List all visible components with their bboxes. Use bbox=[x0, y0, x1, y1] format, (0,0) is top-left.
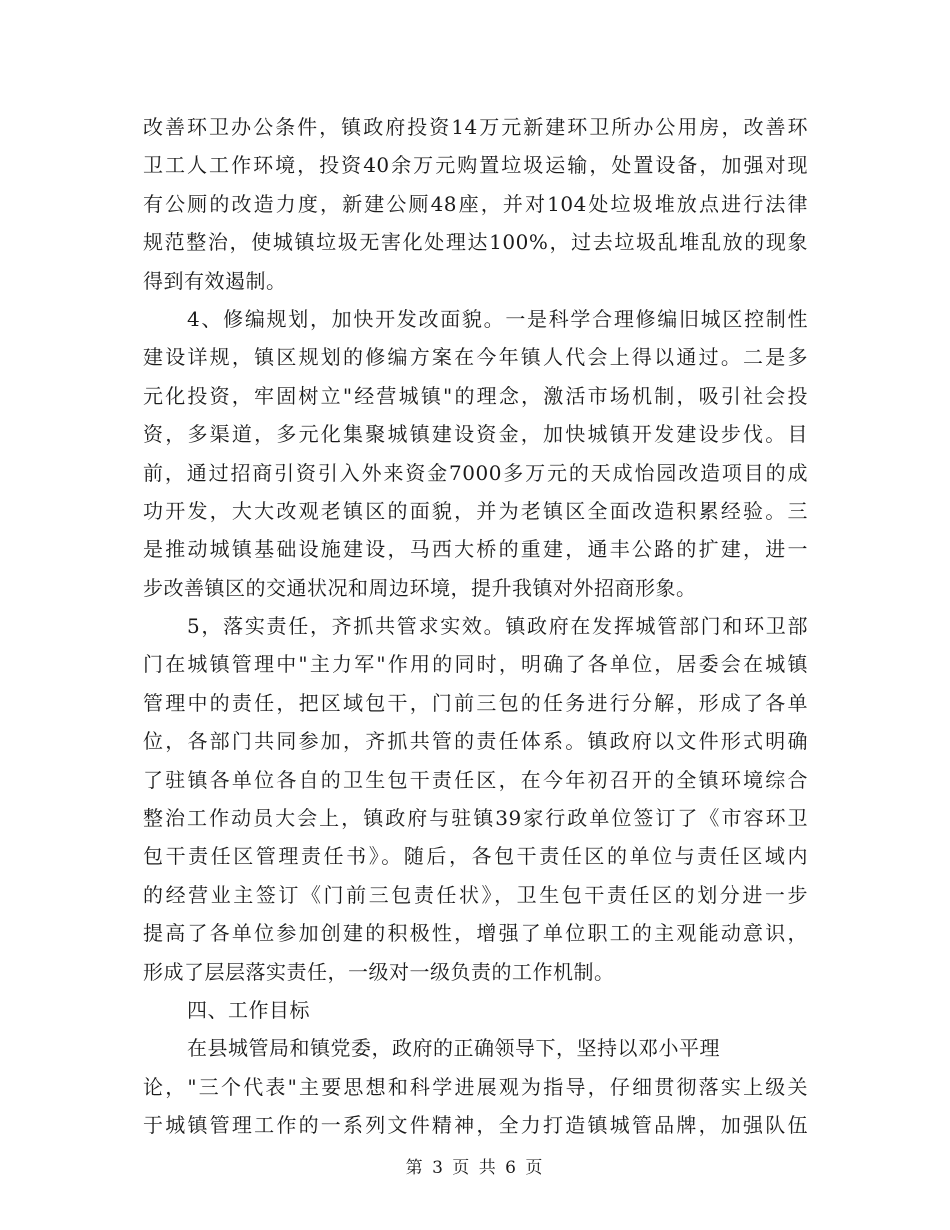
text-line: 前，通过招商引资引入外来资金7000多万元的天成怡园改造项目的成 bbox=[143, 460, 808, 485]
text-line: 位，各部门共同参加，齐抓共管的责任体系。镇政府以文件形式明确 bbox=[143, 729, 808, 754]
text-line: 的经营业主签订《门前三包责任状》，卫生包干责任区的划分进一步 bbox=[143, 882, 808, 907]
text-line: 是推动城镇基础设施建设，马西大桥的重建，通丰公路的扩建，进一 bbox=[143, 537, 808, 562]
text-line: 元化投资，牢固树立"经营城镇"的理念，激活市场机制，吸引社会投 bbox=[143, 383, 808, 408]
text-line: 管理中的责任，把区域包干，门前三包的任务进行分解，形成了各单 bbox=[143, 690, 808, 715]
text-line: 资，多渠道，多元化集聚城镇建设资金，加快城镇开发建设步伐。目 bbox=[143, 422, 808, 447]
text-line: 改善环卫办公条件，镇政府投资14万元新建环卫所办公用房，改善环 bbox=[143, 115, 808, 139]
text-line: 论，"三个代表"主要思想和科学进展观为指导，仔细贯彻落实上级关 bbox=[143, 1074, 808, 1099]
text-line: 于城镇管理工作的一系列文件精神，全力打造镇城管品牌，加强队伍 bbox=[143, 1113, 808, 1138]
text-line: 整治工作动员大会上，镇政府与驻镇39家行政单位签订了《市容环卫 bbox=[143, 806, 808, 831]
text-line: 形成了层层落实责任，一级对一级负责的工作机制。 bbox=[143, 959, 615, 984]
text-line: 5，落实责任，齐抓共管求实效。镇政府在发挥城管部门和环卫部 bbox=[187, 614, 808, 639]
text-line: 规范整治，使城镇垃圾无害化处理达100%，过去垃圾乱堆乱放的现象 bbox=[143, 230, 808, 255]
text-line: 建设详规，镇区规划的修编方案在今年镇人代会上得以通过。二是多 bbox=[143, 345, 808, 370]
text-line: 步改善镇区的交通状况和周边环境，提升我镇对外招商形象。 bbox=[143, 575, 697, 600]
text-line: 包干责任区管理责任书》。随后，各包干责任区的单位与责任区域内 bbox=[143, 844, 808, 869]
text-line: 四、工作目标 bbox=[187, 997, 310, 1022]
text-line: 了驻镇各单位各自的卫生包干责任区，在今年初召开的全镇环境综合 bbox=[143, 767, 808, 792]
text-line: 卫工人工作环境，投资40余万元购置垃圾运输，处置设备，加强对现 bbox=[143, 153, 808, 178]
text-line: 功开发，大大改观老镇区的面貌，并为老镇区全面改造积累经验。三 bbox=[143, 498, 808, 523]
text-line: 在县城管局和镇党委，政府的正确领导下，坚持以邓小平理 bbox=[187, 1036, 720, 1061]
text-line: 门在城镇管理中"主力军"作用的同时，明确了各单位，居委会在城镇 bbox=[143, 652, 808, 677]
text-line: 提高了各单位参加创建的积极性，增强了单位职工的主观能动意识， bbox=[143, 921, 808, 946]
text-line: 有公厕的改造力度，新建公厕48座，并对104处垃圾堆放点进行法律 bbox=[143, 191, 808, 216]
document-body bbox=[143, 108, 808, 1145]
text-line: 得到有效遏制。 bbox=[143, 268, 287, 293]
text-line: 4、修编规划，加快开发改面貌。一是科学合理修编旧城区控制性 bbox=[187, 306, 808, 331]
page-footer: 第 3 页 共 6 页 bbox=[405, 1158, 545, 1178]
